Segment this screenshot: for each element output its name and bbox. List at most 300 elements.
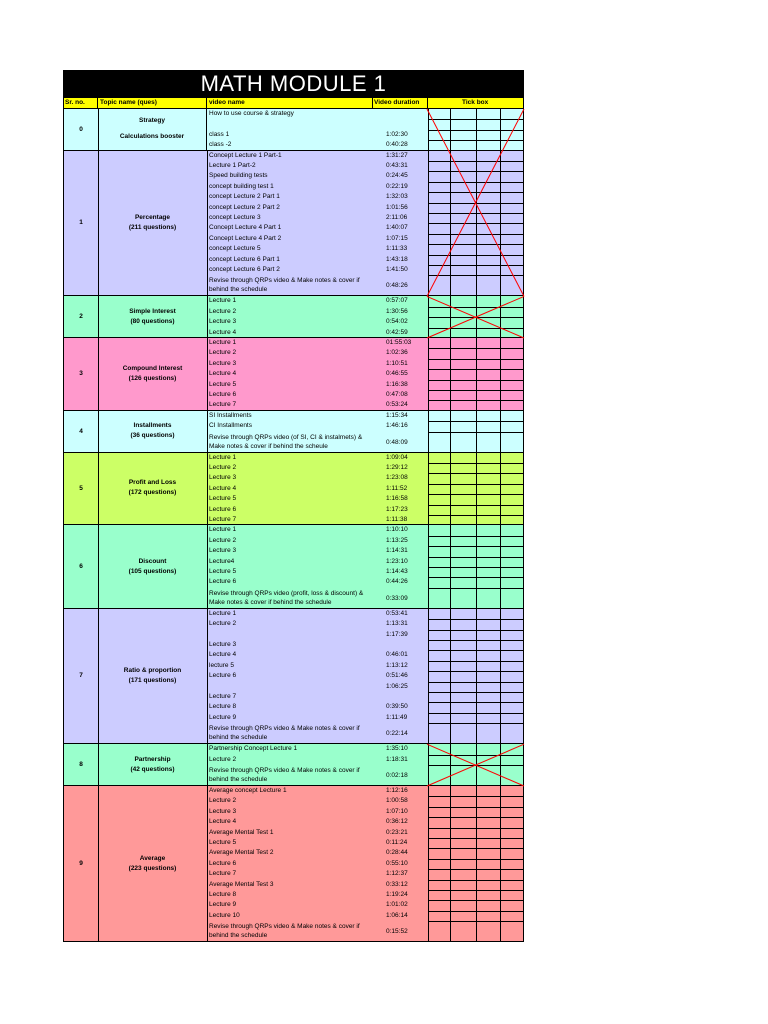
tick-box[interactable] [501, 890, 524, 900]
tick-box[interactable] [451, 369, 476, 379]
tick-box[interactable] [477, 348, 500, 358]
tick-box[interactable] [429, 536, 450, 546]
tick-box[interactable] [477, 546, 500, 556]
tick-box[interactable] [501, 880, 524, 890]
tick-box[interactable] [429, 828, 450, 838]
tick-box[interactable] [477, 192, 500, 202]
tick-box[interactable] [429, 307, 450, 317]
tick-box[interactable] [451, 546, 476, 556]
tick-box[interactable] [451, 755, 476, 765]
tick-box[interactable] [429, 515, 450, 525]
tick-box[interactable] [429, 140, 450, 150]
tick-box[interactable] [477, 151, 500, 161]
tick-box[interactable] [477, 859, 500, 869]
tick-box[interactable] [451, 328, 476, 338]
tick-box[interactable] [477, 921, 500, 942]
tick-box[interactable] [501, 817, 524, 827]
tick-box[interactable] [451, 463, 476, 473]
tick-box[interactable] [429, 130, 450, 140]
tick-box[interactable] [451, 296, 476, 306]
tick-box[interactable] [477, 640, 500, 650]
tick-box[interactable] [429, 557, 450, 567]
tick-box[interactable] [501, 682, 524, 692]
tick-box[interactable] [477, 713, 500, 723]
tick-box[interactable] [429, 390, 450, 400]
tick-box[interactable] [477, 890, 500, 900]
tick-box[interactable] [429, 400, 450, 410]
tick-box[interactable] [477, 203, 500, 213]
tick-box[interactable] [451, 140, 476, 150]
tick-box[interactable] [451, 453, 476, 463]
tick-box[interactable] [477, 807, 500, 817]
tick-box[interactable] [477, 880, 500, 890]
tick-box[interactable] [451, 525, 476, 535]
tick-box[interactable] [477, 473, 500, 483]
tick-box[interactable] [451, 380, 476, 390]
tick-box[interactable] [451, 203, 476, 213]
tick-box[interactable] [429, 692, 450, 702]
tick-box[interactable] [429, 630, 450, 640]
tick-box[interactable] [501, 296, 524, 306]
tick-box[interactable] [429, 171, 450, 181]
tick-box[interactable] [451, 307, 476, 317]
tick-box[interactable] [451, 411, 476, 421]
topic-line: (105 questions) [128, 567, 177, 575]
tick-box[interactable] [451, 484, 476, 494]
tick-box[interactable] [429, 359, 450, 369]
tick-box[interactable] [477, 223, 500, 233]
tick-box[interactable] [429, 525, 450, 535]
tick-box[interactable] [501, 192, 524, 202]
tick-box[interactable] [451, 557, 476, 567]
tick-box[interactable] [477, 380, 500, 390]
tick-box[interactable] [451, 213, 476, 223]
tick-box[interactable] [501, 119, 524, 129]
tick-box[interactable] [501, 671, 524, 681]
tick-box[interactable] [451, 338, 476, 348]
tick-box[interactable] [501, 328, 524, 338]
tick-box[interactable] [429, 744, 450, 754]
tick-box[interactable] [429, 900, 450, 910]
tick-box[interactable] [451, 275, 476, 296]
tick-box[interactable] [501, 796, 524, 806]
tick-box[interactable] [451, 911, 476, 921]
tick-box[interactable] [451, 640, 476, 650]
tick-box[interactable] [501, 380, 524, 390]
tick-box[interactable] [451, 494, 476, 504]
tick-box[interactable] [477, 661, 500, 671]
tick-box[interactable] [501, 744, 524, 754]
tick-box[interactable] [501, 411, 524, 421]
tick-box[interactable] [451, 567, 476, 577]
video-duration: 1:17:23 [386, 505, 408, 513]
tick-box[interactable] [501, 786, 524, 796]
tick-box[interactable] [451, 255, 476, 265]
tick-box[interactable] [477, 515, 500, 525]
tick-box[interactable] [477, 723, 500, 744]
tick-box[interactable] [451, 817, 476, 827]
tick-box[interactable] [501, 473, 524, 483]
tick-box[interactable] [477, 484, 500, 494]
tick-box[interactable] [429, 921, 450, 942]
tick-box[interactable] [477, 702, 500, 712]
tick-box[interactable] [429, 588, 450, 609]
tick-box[interactable] [477, 119, 500, 129]
tick-box[interactable] [477, 609, 500, 619]
tick-box[interactable] [477, 317, 500, 327]
tick-box[interactable] [451, 671, 476, 681]
tick-box[interactable] [429, 234, 450, 244]
tick-box[interactable] [451, 828, 476, 838]
tick-box[interactable] [451, 619, 476, 629]
tick-box[interactable] [477, 692, 500, 702]
tick-box[interactable] [501, 234, 524, 244]
tick-box[interactable] [429, 432, 450, 453]
tick-box[interactable] [429, 213, 450, 223]
tick-box[interactable] [477, 900, 500, 910]
tick-box[interactable] [477, 400, 500, 410]
tick-box[interactable] [429, 338, 450, 348]
tick-box[interactable] [429, 265, 450, 275]
tick-box[interactable] [501, 546, 524, 556]
tick-box[interactable] [451, 859, 476, 869]
tick-box[interactable] [501, 505, 524, 515]
tick-box[interactable] [501, 525, 524, 535]
tick-box[interactable] [477, 109, 500, 119]
tick-box[interactable] [501, 463, 524, 473]
tick-box[interactable] [429, 244, 450, 254]
tick-box[interactable] [477, 244, 500, 254]
tick-box[interactable] [501, 692, 524, 702]
tick-box[interactable] [477, 536, 500, 546]
tick-box[interactable] [477, 650, 500, 660]
tick-box[interactable] [451, 505, 476, 515]
tick-box[interactable] [501, 619, 524, 629]
tick-box[interactable] [501, 161, 524, 171]
tick-box[interactable] [429, 786, 450, 796]
tick-box[interactable] [477, 817, 500, 827]
tick-box[interactable] [501, 275, 524, 296]
tick-box[interactable] [451, 588, 476, 609]
tick-box[interactable] [501, 307, 524, 317]
tick-box[interactable] [501, 900, 524, 910]
tick-box[interactable] [451, 869, 476, 879]
tick-box[interactable] [501, 859, 524, 869]
tick-box[interactable] [477, 411, 500, 421]
tick-box[interactable] [451, 807, 476, 817]
tick-box[interactable] [451, 317, 476, 327]
tick-box[interactable] [501, 911, 524, 921]
tick-box[interactable] [501, 223, 524, 233]
tick-box[interactable] [501, 921, 524, 942]
tick-box[interactable] [477, 265, 500, 275]
tick-box[interactable] [501, 171, 524, 181]
tick-box[interactable] [501, 838, 524, 848]
tick-box[interactable] [429, 713, 450, 723]
tick-box[interactable] [451, 223, 476, 233]
tick-box[interactable] [477, 796, 500, 806]
tick-box[interactable] [501, 609, 524, 619]
tick-box[interactable] [429, 817, 450, 827]
tick-box[interactable] [501, 828, 524, 838]
tick-box[interactable] [501, 203, 524, 213]
tick-box[interactable] [501, 130, 524, 140]
tick-box[interactable] [451, 630, 476, 640]
tick-box[interactable] [451, 119, 476, 129]
tick-box[interactable] [477, 359, 500, 369]
tick-box[interactable] [451, 109, 476, 119]
tick-box[interactable] [451, 244, 476, 254]
tick-box[interactable] [451, 151, 476, 161]
tick-box[interactable] [477, 213, 500, 223]
tick-box[interactable] [501, 577, 524, 587]
tick-box[interactable] [451, 744, 476, 754]
tick-box[interactable] [451, 432, 476, 453]
tick-box[interactable] [477, 619, 500, 629]
tick-box[interactable] [477, 838, 500, 848]
tick-box[interactable] [429, 296, 450, 306]
tick-box[interactable] [501, 453, 524, 463]
tick-box[interactable] [501, 702, 524, 712]
tick-box[interactable] [429, 755, 450, 765]
tick-box[interactable] [477, 671, 500, 681]
tick-box[interactable] [429, 505, 450, 515]
tick-box[interactable] [501, 484, 524, 494]
tick-box[interactable] [501, 265, 524, 275]
tick-box[interactable] [477, 421, 500, 431]
tick-box[interactable] [429, 838, 450, 848]
tick-box[interactable] [501, 650, 524, 660]
tick-box[interactable] [477, 463, 500, 473]
tick-box[interactable] [429, 453, 450, 463]
tick-box[interactable] [477, 453, 500, 463]
tick-box[interactable] [501, 723, 524, 744]
tick-box[interactable] [477, 234, 500, 244]
tick-box[interactable] [451, 765, 476, 786]
tick-box[interactable] [501, 713, 524, 723]
tick-box[interactable] [451, 682, 476, 692]
tick-box[interactable] [477, 171, 500, 181]
tick-box[interactable] [451, 473, 476, 483]
tick-box[interactable] [429, 369, 450, 379]
tick-box[interactable] [451, 348, 476, 358]
tick-box[interactable] [477, 296, 500, 306]
tick-box[interactable] [501, 640, 524, 650]
tick-box[interactable] [501, 244, 524, 254]
tick-box[interactable] [501, 213, 524, 223]
tick-box[interactable] [501, 182, 524, 192]
tick-box[interactable] [451, 515, 476, 525]
tick-box[interactable] [477, 432, 500, 453]
tick-box[interactable] [501, 557, 524, 567]
tick-box[interactable] [429, 109, 450, 119]
tick-box[interactable] [477, 755, 500, 765]
tick-box[interactable] [429, 119, 450, 129]
tick-box[interactable] [501, 359, 524, 369]
tick-box[interactable] [501, 588, 524, 609]
tick-box[interactable] [429, 682, 450, 692]
tick-box[interactable] [501, 390, 524, 400]
tick-box[interactable] [451, 400, 476, 410]
tick-box[interactable] [451, 130, 476, 140]
tick-box[interactable] [451, 390, 476, 400]
tick-box[interactable] [501, 338, 524, 348]
tick-box[interactable] [477, 786, 500, 796]
tick-box[interactable] [451, 796, 476, 806]
tick-box[interactable] [451, 838, 476, 848]
tick-box[interactable] [429, 275, 450, 296]
tick-box[interactable] [451, 702, 476, 712]
tick-box[interactable] [429, 546, 450, 556]
tick-box[interactable] [429, 192, 450, 202]
tick-box[interactable] [429, 911, 450, 921]
tick-box[interactable] [501, 255, 524, 265]
tick-box[interactable] [451, 182, 476, 192]
tick-box[interactable] [477, 328, 500, 338]
tick-box[interactable] [477, 161, 500, 171]
tick-box[interactable] [477, 765, 500, 786]
tick-box[interactable] [451, 234, 476, 244]
tick-box[interactable] [501, 848, 524, 858]
tick-box[interactable] [429, 348, 450, 358]
tick-box[interactable] [429, 421, 450, 431]
tick-box[interactable] [429, 650, 450, 660]
tick-box[interactable] [451, 890, 476, 900]
tick-box[interactable] [429, 473, 450, 483]
tick-box[interactable] [477, 494, 500, 504]
tick-box[interactable] [477, 505, 500, 515]
tick-box[interactable] [477, 255, 500, 265]
tick-box[interactable] [429, 723, 450, 744]
tick-box[interactable] [477, 848, 500, 858]
tick-box[interactable] [451, 171, 476, 181]
tick-box[interactable] [451, 848, 476, 858]
tick-box[interactable] [451, 359, 476, 369]
tick-box[interactable] [501, 755, 524, 765]
tick-box[interactable] [477, 567, 500, 577]
tick-box[interactable] [451, 661, 476, 671]
tick-box[interactable] [501, 536, 524, 546]
tick-box[interactable] [429, 494, 450, 504]
tick-box[interactable] [429, 890, 450, 900]
tick-box[interactable] [429, 255, 450, 265]
tick-box[interactable] [451, 650, 476, 660]
tick-box[interactable] [429, 702, 450, 712]
tick-box[interactable] [429, 411, 450, 421]
tick-box[interactable] [477, 275, 500, 296]
tick-box[interactable] [501, 661, 524, 671]
tick-box[interactable] [429, 661, 450, 671]
tick-box[interactable] [429, 577, 450, 587]
tick-box[interactable] [451, 921, 476, 942]
tick-box[interactable] [429, 796, 450, 806]
tick-box[interactable] [477, 828, 500, 838]
tick-box[interactable] [451, 900, 476, 910]
tick-box[interactable] [429, 848, 450, 858]
tick-box[interactable] [501, 765, 524, 786]
tick-box[interactable] [429, 869, 450, 879]
tick-box[interactable] [451, 880, 476, 890]
tick-box[interactable] [501, 400, 524, 410]
tick-box[interactable] [477, 869, 500, 879]
tick-box[interactable] [451, 692, 476, 702]
tick-box[interactable] [429, 880, 450, 890]
tick-box[interactable] [477, 182, 500, 192]
tick-box[interactable] [477, 307, 500, 317]
tick-box[interactable] [451, 713, 476, 723]
tick-box[interactable] [501, 869, 524, 879]
tick-box[interactable] [477, 744, 500, 754]
tick-box[interactable] [477, 577, 500, 587]
tick-box[interactable] [501, 807, 524, 817]
tick-box[interactable] [429, 619, 450, 629]
tick-box[interactable] [429, 609, 450, 619]
tick-box[interactable] [429, 640, 450, 650]
tick-box[interactable] [451, 723, 476, 744]
tick-box[interactable] [429, 223, 450, 233]
tick-box[interactable] [429, 203, 450, 213]
tick-box[interactable] [501, 494, 524, 504]
tick-box[interactable] [429, 380, 450, 390]
tick-box[interactable] [451, 421, 476, 431]
tick-box[interactable] [501, 109, 524, 119]
tick-box[interactable] [429, 807, 450, 817]
tick-box[interactable] [477, 630, 500, 640]
tick-box[interactable] [477, 338, 500, 348]
video-row [207, 900, 428, 910]
tick-box[interactable] [429, 484, 450, 494]
tick-box[interactable] [501, 421, 524, 431]
tick-box[interactable] [429, 328, 450, 338]
tick-box[interactable] [501, 630, 524, 640]
tick-box[interactable] [501, 567, 524, 577]
tick-box[interactable] [451, 577, 476, 587]
tick-box[interactable] [451, 786, 476, 796]
tick-box[interactable] [451, 192, 476, 202]
tick-box[interactable] [451, 161, 476, 171]
tick-box[interactable] [451, 265, 476, 275]
tick-box[interactable] [477, 557, 500, 567]
tick-box[interactable] [501, 515, 524, 525]
tick-box[interactable] [477, 369, 500, 379]
tick-box[interactable] [429, 765, 450, 786]
tick-box[interactable] [429, 463, 450, 473]
tick-box[interactable] [501, 317, 524, 327]
tick-box[interactable] [429, 161, 450, 171]
tick-box[interactable] [451, 536, 476, 546]
tick-box[interactable] [477, 140, 500, 150]
tick-box[interactable] [477, 588, 500, 609]
tick-box[interactable] [501, 348, 524, 358]
tick-box[interactable] [501, 140, 524, 150]
tick-box[interactable] [501, 432, 524, 453]
tick-box[interactable] [477, 525, 500, 535]
tick-box[interactable] [501, 151, 524, 161]
tick-box[interactable] [477, 682, 500, 692]
tick-box[interactable] [451, 609, 476, 619]
tick-box[interactable] [477, 130, 500, 140]
tick-box[interactable] [477, 390, 500, 400]
section-number: 7 [64, 609, 99, 743]
tick-box[interactable] [429, 671, 450, 681]
tick-box[interactable] [501, 369, 524, 379]
tick-box[interactable] [429, 182, 450, 192]
tick-box[interactable] [429, 567, 450, 577]
tick-box[interactable] [429, 317, 450, 327]
tick-box[interactable] [429, 859, 450, 869]
tick-box[interactable] [477, 911, 500, 921]
tick-box[interactable] [429, 151, 450, 161]
